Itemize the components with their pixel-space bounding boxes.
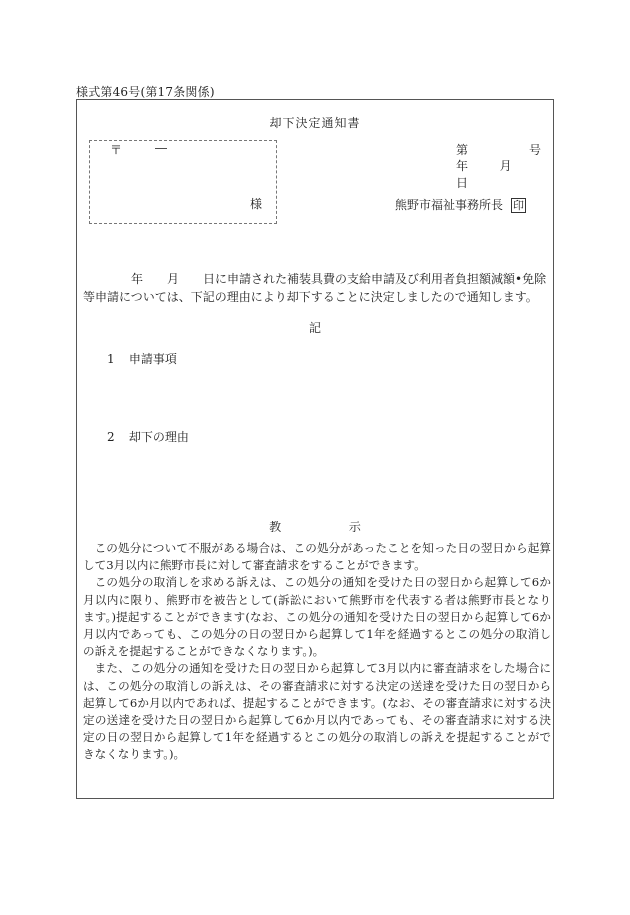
- kyoji-left: 教: [269, 520, 282, 534]
- date-day: 日: [456, 176, 469, 190]
- item-reason: [107, 428, 189, 445]
- body-year: 年: [131, 272, 144, 286]
- postal-dash: ―: [155, 141, 167, 155]
- issuer-name: 熊野市福祉事務所長: [395, 198, 504, 212]
- document-frame: [76, 99, 554, 799]
- notice-paragraph: この処分の取消しを求める訴えは、この処分の通知を受けた日の翌日から起算して6か月以内に限り、熊野市を被告として(訴訟において熊野市を代表する者は熊野市長となります。)提起することができます(なお、この処分の通知を受けた日の翌日から起算して6か月以内であっても、この処分の日の翌日から起算して1年を経過するとこの処分の取消しの訴えを提起することができなくなります。)。: [83, 575, 551, 659]
- date-month: 月: [499, 159, 512, 173]
- document-number-prefix: 第: [456, 143, 469, 157]
- ki-heading: 記: [308, 321, 321, 335]
- item-number: 1: [107, 352, 115, 366]
- notice-paragraph: この処分について不服がある場合は、この処分があったことを知った日の翌日から起算して3月以内に熊野市長に対して審査請求をすることができます。: [83, 541, 551, 573]
- form-number: 様式第46号(第17条関係): [76, 85, 215, 99]
- notice-paragraph: また、この処分の通知を受けた日の翌日から起算して3月以内に審査請求をした場合には、この処分の取消しの訴えは、その審査請求に対する決定の送達を受けた日の翌日から起算して6か月以内であれば、提起することができます。(なお、その審査請求に対する決定の送達を受けた日の翌日から起算して6か月以内であっても、その審査請求に対する決定の日の翌日から起算して1年を経過するとこの処分の取消しの訴えを提起することができなくなります。)。: [83, 661, 551, 762]
- document-title: 却下決定通知書: [269, 116, 361, 130]
- kyoji-heading: [77, 518, 553, 535]
- issuer: [395, 196, 526, 213]
- date-year: 年: [456, 159, 469, 173]
- document-number-suffix: 号: [529, 143, 542, 157]
- postal-mark: 〒: [110, 143, 123, 157]
- issue-date: [456, 157, 553, 191]
- seal-mark: 印: [513, 199, 525, 212]
- item-label: 申請事項: [128, 352, 177, 366]
- notification-body: [83, 270, 549, 306]
- kyoji-right: 示: [348, 520, 361, 534]
- body-text: 日に申請された補装具費の支給申請及び利用者負担額減額•免除等申請については、下記の理由により却下することに決定しましたので通知します。: [83, 272, 547, 304]
- honorific-sama: 様: [250, 197, 263, 211]
- item-application: [107, 350, 177, 367]
- item-label: 却下の理由: [128, 430, 189, 444]
- item-number: 2: [107, 430, 115, 444]
- body-month: 月: [167, 272, 180, 286]
- appeal-notice: [83, 540, 551, 764]
- address-box: [89, 140, 277, 224]
